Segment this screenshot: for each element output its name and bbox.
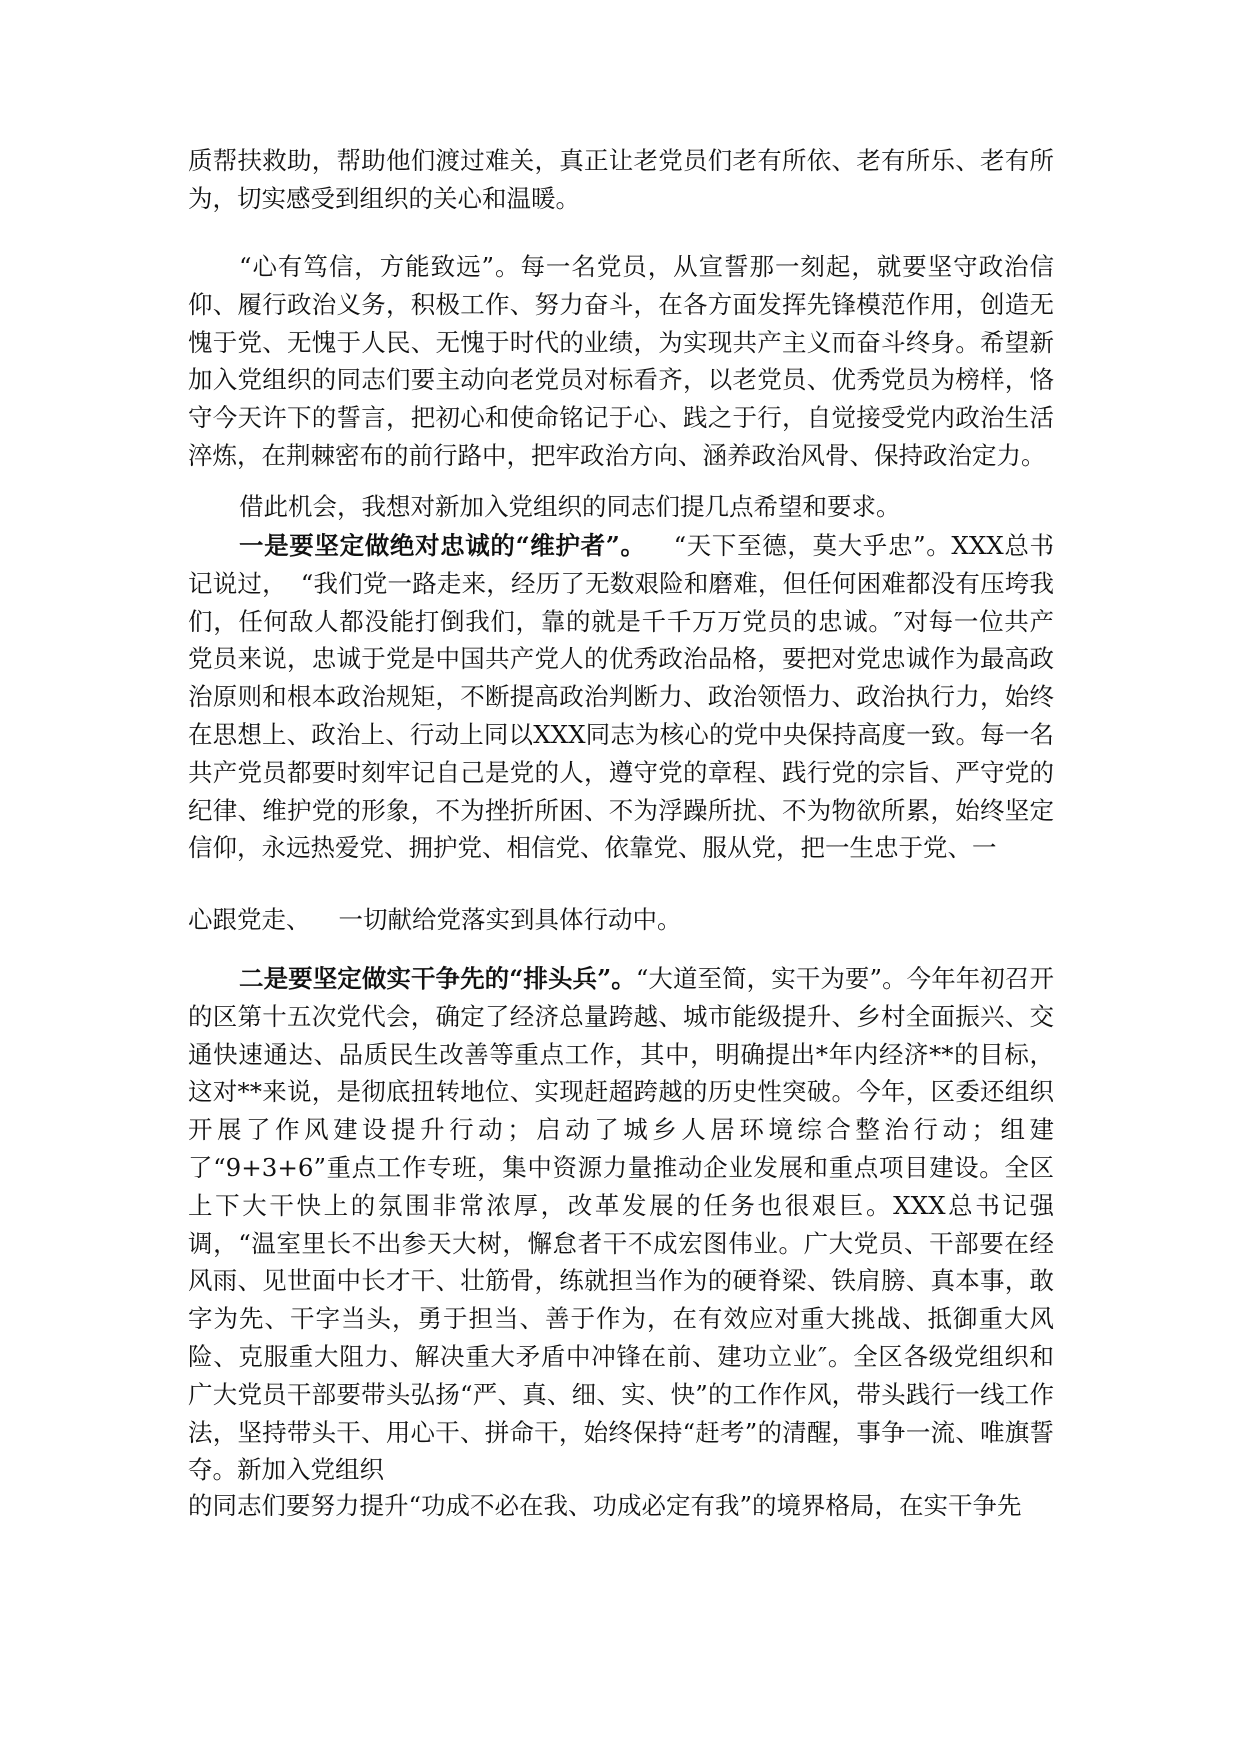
paragraph-2-text: “心有笃信，方能致远”。每一名党员，从宣誓那一刻起，就要坚守政治信仰、履行政治义务，积极工作、努力奋斗，在各方面发挥先锋模范作用，创造无愧于党、无愧于人民、无愧于时代的业绩，为实现共产主义而奋斗终身。希望新加入党组织的同志们要主动向老党员对标看齐，以老党员、优秀党员为榜样，恪守今天许下的誓言，把初心和使命铭记于心、践之于行，自觉接受党内政治生活淬炼，在荆棘密布的前行路中，把牢政治方向、涵养政治风骨、保持政治定力。 (188, 252, 1054, 470)
paragraph-1 (188, 142, 1054, 218)
paragraph-3-text: 借此机会，我想对新加入党组织的同志们提几点希望和要求。 (239, 492, 901, 521)
paragraph-7-text: 的同志们要努力提升“功成不必在我、功成必定有我”的境界格局，在实干争先 (188, 1491, 1022, 1520)
paragraph-6-lead: 二是要坚定做实干争先的“排头兵”。 (239, 964, 636, 993)
paragraph-4 (188, 527, 1054, 867)
paragraph-4-lead: 一是要坚定做绝对忠诚的“维护者”。 (239, 531, 646, 560)
paragraph-7 (188, 1487, 1054, 1525)
paragraph-3 (188, 488, 1054, 526)
paragraph-4-text-2: “我们党一路走来，经历了无数艰险和磨难，但任何困难都没有压垮我们，任何敌人都没能打倒我们，靠的就是千千万万党员的忠诚。″对每一位共产党员来说，忠诚于党是中国共产党人的优秀政治品格，要把对党忠诚作为最高政治原则和根本政治规矩，不断提高政治判断力、政治领悟力、政治执行力，始终在思想上、政治上、行动上同以XXX同志为核心的党中央保持高度一致。每一名共产党员都要时刻牢记自己是党的人，遵守党的章程、践行党的宗旨、严守党的纪律、维护党的形象，不为挫折所困、不为浮躁所扰、不为物欲所累，始终坚定信仰，永远热爱党、拥护党、相信党、依靠党、服从党，把一生忠于党、一 (188, 568, 1054, 863)
paragraph-5-text: 心跟党走、 (188, 905, 311, 934)
paragraph-6-text: “大道至简，实干为要”。今年年初召开的区第十五次党代会，确定了经济总量跨越、城市能级提升、乡村全面振兴、交通快速通达、品质民生改善等重点工作，其中，明确提出*年内经济**的目标，这对**来说，是彻底扭转地位、实现赶超跨越的历史性突破。今年，区委还组织开展了作风建设提升行动；启动了城乡人居环境综合整治行动；组建了“9+3+6”重点工作专班，集中资源力量推动企业发展和重点项目建设。全区上下大干快上的氛围非常浓厚，改革发展的任务也很艰巨。XXX总书记强调，“温室里长不出参天大树，懈怠者干不成宏图伟业。广大党员、干部要在经风雨、见世面中长才干、壮筋骨，练就担当作为的硬脊梁、铁肩膀、真本事，敢字为先、干字当头，勇于担当、善于作为，在有效应对重大挑战、抵御重大风险、克服重大阻力、解决重大矛盾中冲锋在前、建功立业″。全区各级党组织和广大党员干部要带头弘扬“严、真、细、实、快”的工作作风，带头践行一线工作法，坚持带头干、用心干、拼命干，始终保持“赶考”的清醒，事争一流、唯旗誓夺。新加入党组织 (188, 964, 1054, 1485)
paragraph-2 (188, 248, 1054, 475)
paragraph-1-text: 质帮扶救助，帮助他们渡过难关，真正让老党员们老有所依、老有所乐、老有所为，切实感受到组织的关心和温暖。 (188, 146, 1054, 213)
paragraph-5 (188, 901, 1054, 939)
paragraph-6 (188, 960, 1054, 1489)
paragraph-4-text: “天下至德，莫大乎忠”。XXX总书记说过， (188, 531, 1055, 598)
paragraph-5-text-2: 一切献给党落实到具体行动中。 (338, 905, 682, 934)
